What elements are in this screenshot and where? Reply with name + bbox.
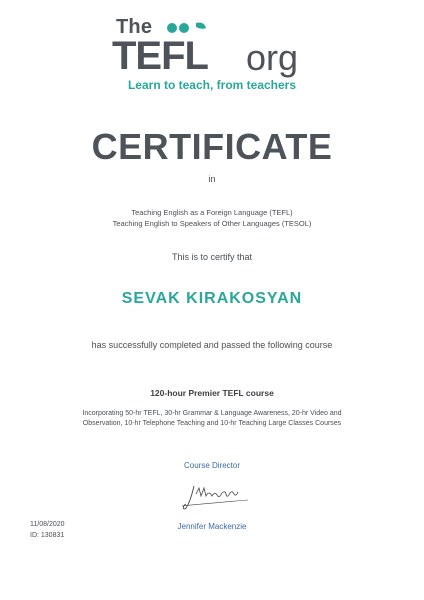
logo-tefl: TEFL [112, 34, 208, 78]
director-title: Course Director [183, 461, 240, 470]
logo-the: The [116, 16, 153, 38]
in-label: in [208, 174, 216, 184]
course-name: 120-hour Premier TEFL course [150, 388, 274, 398]
certificate-id: ID: 130831 [30, 532, 65, 539]
director-name: Jennifer Mackenzie [177, 522, 247, 531]
certificate-title: CERTIFICATE [91, 126, 333, 167]
completion-text: has successfully completed and passed the following course [91, 340, 333, 350]
logo-org: org [246, 37, 299, 78]
signature-image [180, 480, 250, 514]
subject-line-2: Teaching English to Speakers of Other Languages (TESOL) [112, 219, 312, 228]
course-description-line-1: Incorporating 50-hr TEFL, 30-hr Grammar & Language Awareness, 20-hr Video and [82, 410, 342, 417]
course-description-line-2: Observation, 10-hr Telephone Teaching and 10-hr Teaching Large Classes Courses [82, 420, 342, 427]
issue-date: 11/08/2020 [30, 521, 65, 528]
subject-line-1: Teaching English as a Foreign Language (TEFL) [131, 208, 293, 217]
certify-text: This is to certify that [171, 252, 253, 262]
recipient-name: SEVAK KIRAKOSYAN [121, 290, 303, 307]
logo-tagline: Learn to teach, from teachers [127, 78, 297, 92]
